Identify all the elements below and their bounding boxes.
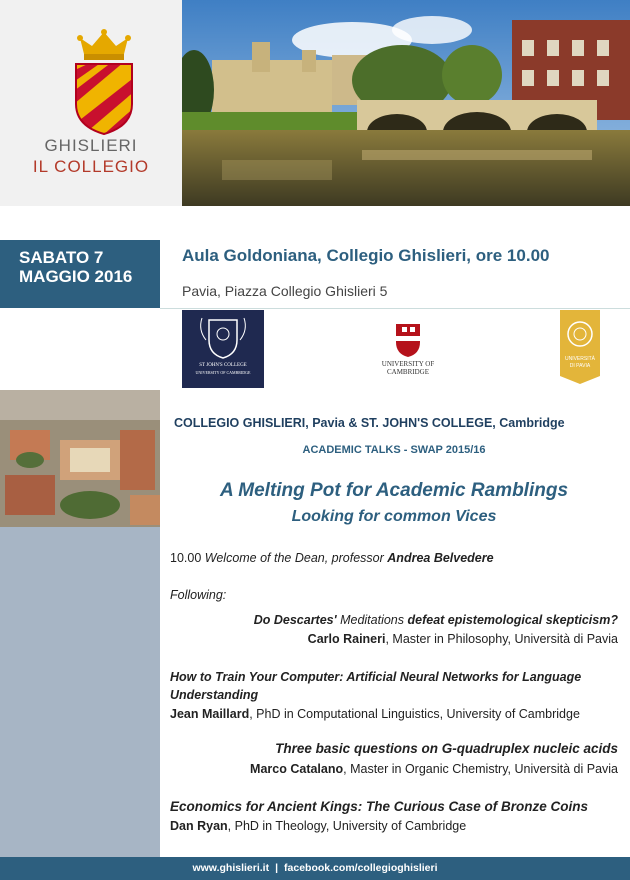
pavia-line1: UNIVERSITÀ — [564, 356, 595, 362]
venue: Aula Goldoniana, Collegio Ghislieri, ore 10.00 — [182, 246, 550, 265]
date-line2: MAGGIO 2016 — [19, 267, 133, 286]
cambridge-line2: CAMBRIDGE — [386, 368, 429, 376]
talk-4-speaker: Dan Ryan — [170, 819, 228, 833]
date-banner — [0, 240, 160, 308]
talk-1-title-c: defeat epistemological skepticism? — [407, 613, 618, 627]
cambridge-logo — [372, 322, 444, 382]
org-name-line2: IL COLLEGIO — [32, 157, 150, 176]
st-johns-subtitle: UNIVERSITY OF CAMBRIDGE — [195, 370, 251, 375]
talk-4-title: Economics for Ancient Kings: The Curious Case of Bronze Coins — [170, 799, 589, 814]
pavia-line2: DI PAVIA — [569, 363, 591, 369]
talk-1-affiliation: , Master in Philosophy, Università di Pavia — [385, 632, 618, 646]
talk-1-title-b: Meditations — [340, 613, 405, 627]
talk-2-title-line2: Understanding — [170, 688, 259, 702]
talk-1-title — [254, 613, 618, 627]
st-johns-name: ST JOHN'S COLLEGE — [199, 363, 247, 368]
talk-2-title-line1: How to Train Your Computer: Artificial Neural Networks for Language — [170, 670, 582, 684]
address: Pavia, Piazza Collegio Ghislieri 5 — [182, 283, 388, 299]
talk-1-speaker-line — [308, 632, 618, 646]
facebook-link[interactable]: facebook.com/collegioghislieri — [284, 862, 438, 874]
website-link[interactable]: www.ghislieri.it — [192, 862, 270, 874]
event-organizers: COLLEGIO GHISLIERI, Pavia & ST. JOHN'S COLLEGE, Cambridge — [174, 416, 565, 430]
pavia-seal-icon — [560, 310, 600, 384]
org-name-line1: GHISLIERI — [44, 136, 138, 155]
talk-4-speaker-line — [170, 819, 466, 833]
ghislieri-crest-logo — [72, 26, 136, 136]
st-johns-crest-icon — [182, 310, 264, 362]
date-line1: SABATO 7 — [19, 248, 104, 267]
event-title: A Melting Pot for Academic Ramblings — [219, 480, 569, 501]
talk-2-affiliation: , PhD in Computational Linguistics, University of Cambridge — [249, 707, 580, 721]
talk-2-speaker-line — [170, 707, 580, 721]
talk-3-affiliation: , Master in Organic Chemistry, Università di Pavia — [343, 762, 618, 776]
dean-name: Andrea Belvedere — [387, 551, 494, 565]
following-label: Following: — [170, 588, 227, 602]
welcome-time: 10.00 — [170, 551, 202, 565]
talk-3-speaker-line — [250, 762, 618, 776]
left-color-panel — [0, 527, 160, 857]
talk-1-speaker: Carlo Raineri — [307, 632, 386, 646]
talk-3-speaker: Marco Catalano — [250, 762, 344, 776]
event-series: ACADEMIC TALKS - SWAP 2015/16 — [302, 444, 486, 456]
footer-bar — [0, 857, 630, 880]
footer-separator: | — [275, 862, 279, 874]
talk-4-affiliation: , PhD in Theology, University of Cambridge — [227, 819, 467, 833]
cambridge-shield-icon — [372, 322, 444, 358]
st-johns-college-logo — [182, 310, 264, 388]
divider — [160, 308, 630, 309]
talk-3-title: Three basic questions on G-quadruplex nucleic acids — [275, 741, 618, 756]
welcome-line — [170, 551, 494, 565]
pavia-aerial-photo — [0, 390, 160, 527]
event-subtitle: Looking for common Vices — [291, 508, 497, 525]
talk-2-speaker: Jean Maillard — [170, 707, 250, 721]
pavia-university-logo — [560, 310, 600, 384]
cambridge-line1: UNIVERSITY OF — [381, 360, 435, 368]
college-bridge-photo — [182, 0, 630, 206]
talk-1-title-a: Do Descartes' — [253, 613, 337, 627]
welcome-text: Welcome of the Dean, professor — [204, 551, 384, 565]
left-spacer — [0, 308, 160, 390]
